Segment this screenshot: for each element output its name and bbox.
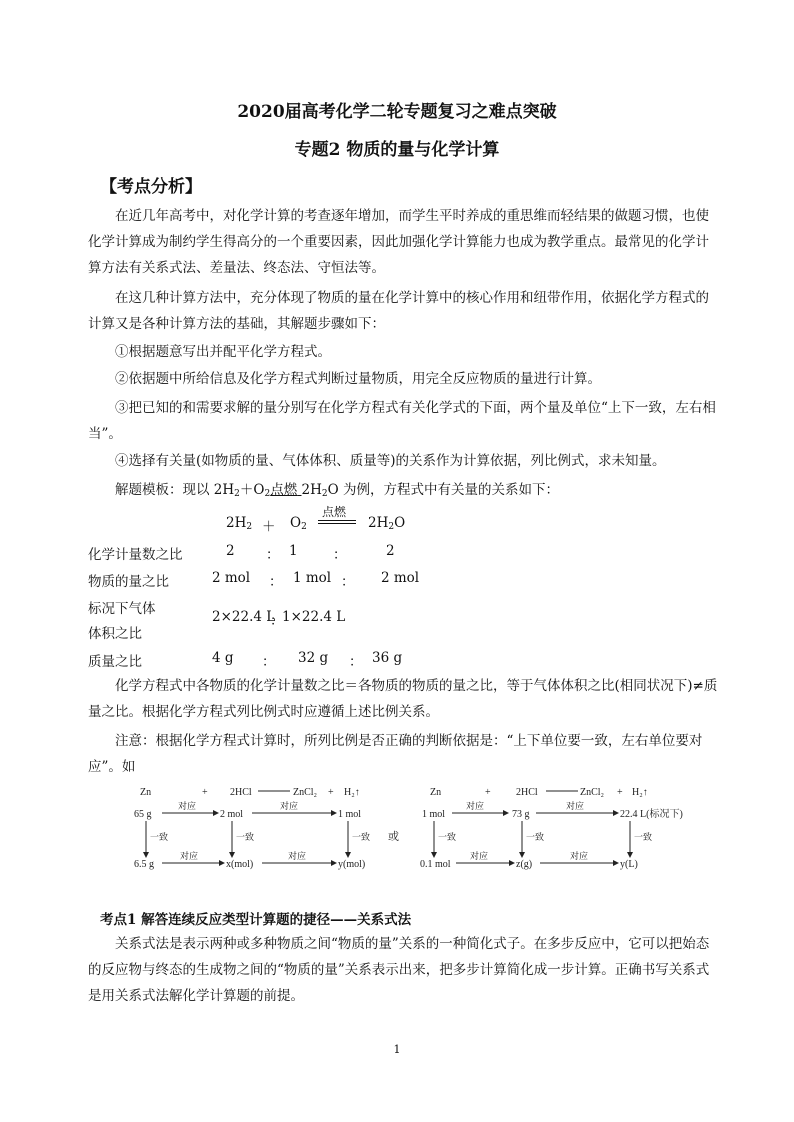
diag-right-mid-0: 一致 — [438, 832, 457, 842]
diag-left-r1-1: 对应 — [178, 801, 197, 811]
paragraph-relation-method: 关系式法是表示两种或多种物质之间“物质的量”关系的一种简化式子。在多步反应中，它可以把始态的反应物与终态的生成物之间的“物质的量”关系表示出来，把多步计算简化成一步计算。正确书写关系式是用关系式法解化学计算题的前提。 — [88, 936, 710, 1004]
diag-left-top-5: H₂↑ — [344, 787, 360, 798]
diag-right-r2-3: 对应 — [570, 851, 589, 861]
diag-left-r1-4: 1 mol — [338, 809, 362, 820]
kaodian-heading: 考点1 解答连续反应类型计算题的捷径——关系式法 — [100, 912, 412, 928]
document-title: 2020届高考化学二轮专题复习之难点突破 — [237, 102, 557, 122]
step-2: ②依据题中所给信息及化学方程式判断过量物质，用完全反应物质的量进行计算。 — [115, 371, 601, 387]
ratio-sep: ： — [266, 547, 280, 563]
diag-right-r1-2: 73 g — [512, 809, 530, 820]
diagram-left — [134, 787, 370, 870]
paragraph-intro: 在近几年高考中，对化学计算的考查逐年增加，而学生平时养成的重思维而轻结果的做题习惯，也使化学计算成为制约学生得高分的一个重要因素，因此加强化学计算能力也成为教学重点。最常见的化学计算方法有关系式法、差量法、终态法、守恒法等。 — [88, 208, 709, 276]
section-heading: 【考点分析】 — [100, 177, 202, 197]
diag-left-mid-1: 一致 — [236, 832, 255, 842]
diag-left-top-3: ZnCl₂ — [293, 787, 318, 798]
diag-left-r2-0: 6.5 g — [134, 859, 154, 870]
diag-right-top-4: + — [617, 787, 623, 798]
diag-left-r1-3: 对应 — [280, 801, 299, 811]
step-1: ①根据题意写出并配平化学方程式。 — [115, 344, 331, 360]
ratio-value: 2 — [386, 543, 395, 559]
ratio-label-coefficient: 化学计量数之比 — [88, 547, 183, 563]
diag-right-mid-1: 一致 — [526, 832, 545, 842]
ratio-value: 2 mol — [212, 570, 251, 586]
diag-right-r2-2: z(g) — [516, 859, 533, 870]
step-3: ③把已知的和需要求解的量分别写在化学方程式有关化学式的下面，两个量及单位“上下一致，左右相当”。 — [88, 400, 716, 442]
diag-right-r2-4: y(L) — [620, 859, 638, 870]
diag-left-top-0: Zn — [140, 787, 152, 798]
diag-right-r2-1: 对应 — [470, 851, 489, 861]
equation-product-h2o: $2H_2O$ — [368, 515, 406, 532]
ratio-sep: ： — [269, 574, 283, 590]
diag-left-top-1: + — [202, 787, 208, 798]
diag-right-r2-0: 0.1 mol — [420, 859, 451, 870]
ratio-sep: ： — [341, 574, 355, 590]
diag-left-r2-4: y(mol) — [338, 859, 366, 870]
step-4: ④选择有关量(如物质的量、气体体积、质量等)的关系作为计算依据，列比例式，求未知量。 — [115, 453, 666, 469]
ratio-label-mass: 质量之比 — [88, 654, 142, 670]
diag-right-r1-0: 1 mol — [422, 809, 446, 820]
template-line: 解题模板：现以 $2H_2+O_2$点燃 $2H_2O$ 为例，方程式中有关量的关系如下： — [115, 482, 559, 499]
diag-right-r1-3: 对应 — [566, 801, 585, 811]
diag-left-mid-0: 一致 — [150, 832, 169, 842]
diag-right-top-2: 2HCl — [516, 787, 538, 798]
ratio-value: 36 g — [372, 650, 403, 666]
ratio-label-volume-1: 标况下气体 — [88, 601, 156, 617]
page-number: 1 — [393, 1043, 401, 1056]
ratio-value: 4 g — [212, 650, 234, 666]
ratio-value: 1×22.4 L — [282, 609, 346, 625]
diag-left-r2-2: x(mol) — [226, 859, 254, 870]
ratio-sep: ： — [262, 654, 276, 670]
diag-left-r1-2: 2 mol — [220, 809, 244, 820]
equation-condition: 点燃 — [322, 505, 347, 519]
ratio-value: 32 g — [298, 650, 329, 666]
equation-reactant-o2: $O_2$ — [290, 515, 307, 532]
ratio-value: 2×22.4 L — [212, 609, 276, 625]
equation-arrow-line-2 — [318, 523, 356, 524]
ratio-sep: ： — [349, 654, 363, 670]
ratio-sep: ： — [333, 547, 347, 563]
diag-right-top-5: H₂↑ — [632, 787, 648, 798]
diag-right-top-0: Zn — [430, 787, 442, 798]
paragraph-note: 注意：根据化学方程式计算时，所列比例是否正确的判断依据是：“上下单位要一致，左右单位要对应”。如 — [88, 733, 703, 775]
diag-left-r1-0: 65 g — [134, 809, 152, 820]
ratio-sep: ： — [270, 613, 284, 629]
diagram-right — [420, 787, 683, 870]
diag-left-r2-1: 对应 — [180, 851, 199, 861]
diag-right-mid-2: 一致 — [634, 832, 653, 842]
ratio-label-volume-2: 体积之比 — [88, 626, 142, 642]
ratio-value: 1 mol — [293, 570, 332, 586]
diag-right-r1-4: 22.4 L(标况下) — [620, 809, 683, 820]
equation-arrow-line — [318, 520, 356, 521]
correspondence-diagram — [130, 785, 720, 875]
equation-plus: ＋ — [262, 519, 276, 535]
diag-or: 或 — [388, 831, 399, 843]
diag-right-top-1: + — [485, 787, 491, 798]
ratio-value: 2 mol — [381, 570, 420, 586]
paragraph-methods: 在这几种计算方法中，充分体现了物质的量在化学计算中的核心作用和纽带作用，依据化学方程式的计算又是各种计算方法的基础，其解题步骤如下： — [88, 290, 709, 332]
ratio-value: 1 — [289, 543, 298, 559]
diag-right-r1-1: 对应 — [466, 801, 485, 811]
ratio-label-moles: 物质的量之比 — [88, 574, 169, 590]
document-subtitle: 专题2 物质的量与化学计算 — [294, 140, 500, 160]
diag-left-top-4: + — [328, 787, 334, 798]
paragraph-ratio-rule: 化学方程式中各物质的化学计量数之比＝各物质的物质的量之比，等于气体体积之比(相同状况下)≠质量之比。根据化学方程式列比例式时应遵循上述比例关系。 — [88, 678, 718, 720]
diag-left-r2-3: 对应 — [288, 851, 307, 861]
ratio-value: 2 — [226, 543, 235, 559]
diag-right-top-3: ZnCl₂ — [580, 787, 605, 798]
equation-reactant-h2: $2H_2$ — [226, 515, 253, 532]
diag-left-top-2: 2HCl — [230, 787, 252, 798]
diag-left-mid-2: 一致 — [352, 832, 371, 842]
